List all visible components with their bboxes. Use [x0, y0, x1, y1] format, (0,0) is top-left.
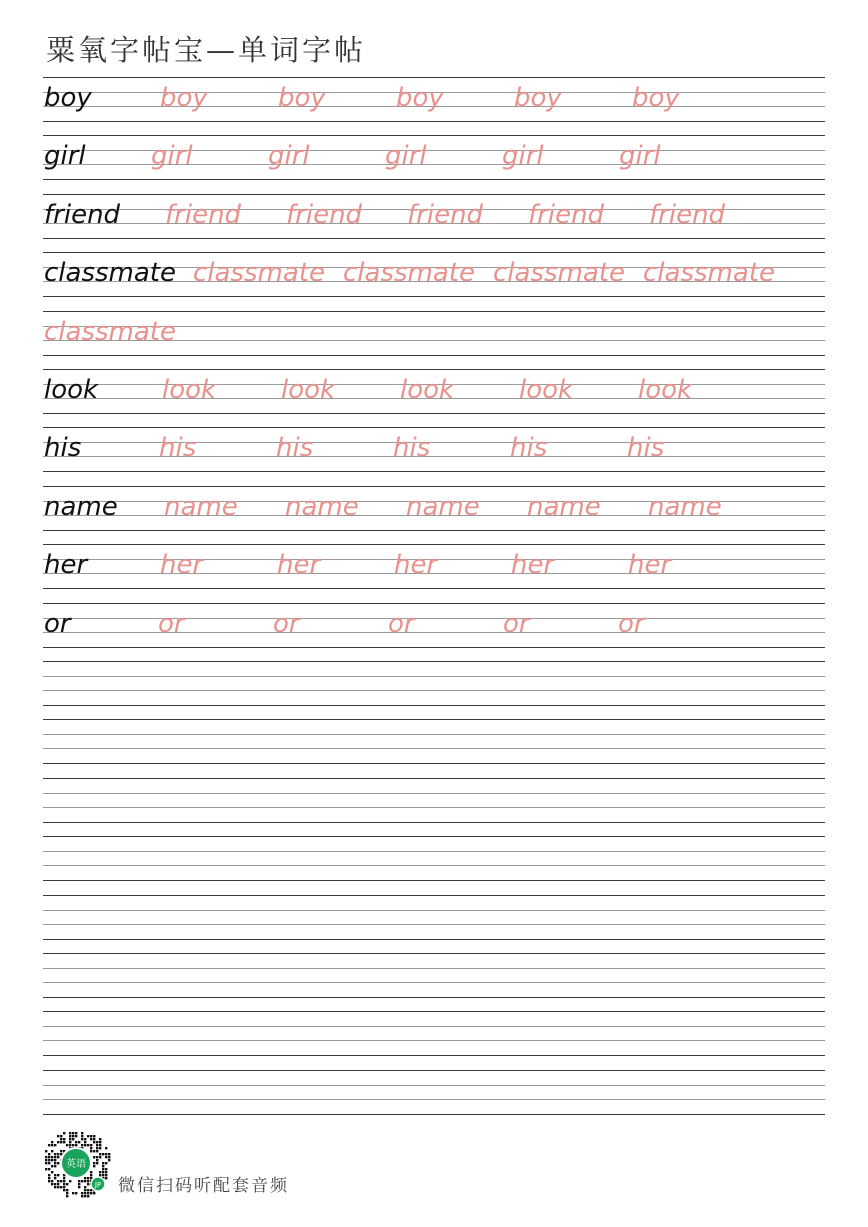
qr-module — [105, 1177, 107, 1179]
qr-module — [54, 1153, 56, 1155]
trace-word: or — [503, 608, 530, 639]
qr-module — [66, 1183, 68, 1185]
qr-module — [69, 1144, 71, 1146]
writing-row — [43, 544, 825, 588]
qr-module — [93, 1141, 95, 1143]
trace-word: look — [519, 375, 574, 405]
qr-module — [48, 1168, 50, 1170]
qr-module — [72, 1135, 74, 1137]
trace-word: his — [276, 433, 314, 464]
qr-module — [90, 1135, 92, 1137]
qr-module — [57, 1135, 59, 1137]
qr-module — [90, 1177, 92, 1179]
qr-module — [45, 1162, 47, 1164]
guide-line — [43, 851, 825, 852]
guide-line — [43, 1085, 825, 1086]
qr-module — [78, 1186, 80, 1188]
guide-line — [43, 953, 825, 954]
trace-word: girl — [268, 141, 310, 172]
writing-row — [43, 661, 825, 705]
guide-line — [43, 427, 825, 428]
writing-row — [43, 603, 825, 647]
qr-module — [48, 1144, 50, 1146]
qr-module — [96, 1144, 98, 1146]
trace-word: her — [160, 550, 204, 581]
qr-module — [72, 1144, 74, 1146]
trace-word: name — [164, 491, 238, 522]
writing-sheet — [43, 77, 825, 1117]
qr-module — [96, 1147, 98, 1149]
guide-line — [43, 1070, 825, 1071]
qr-module — [57, 1162, 59, 1164]
trace-word: her — [511, 550, 555, 581]
trace-word: friend — [649, 199, 726, 230]
qr-module — [51, 1141, 53, 1143]
writing-row — [43, 1070, 825, 1114]
qr-module — [108, 1156, 110, 1158]
baseline — [43, 807, 825, 808]
writing-row — [43, 311, 825, 355]
qr-module — [54, 1165, 56, 1167]
guide-line — [43, 793, 825, 794]
guide-line — [43, 77, 825, 78]
trace-word: look — [162, 375, 217, 405]
guide-line — [43, 544, 825, 545]
trace-word: classmate — [193, 258, 325, 289]
qr-module — [48, 1180, 50, 1182]
qr-module — [90, 1144, 92, 1146]
trace-word: girl — [385, 141, 427, 172]
qr-module — [105, 1171, 107, 1173]
qr-module — [102, 1165, 104, 1167]
qr-module — [75, 1144, 77, 1146]
qr-module — [102, 1162, 104, 1164]
trace-word: boy — [160, 83, 208, 113]
qr-module — [90, 1147, 92, 1149]
qr-module — [96, 1156, 98, 1158]
guide-line — [43, 530, 825, 531]
qr-module — [57, 1183, 59, 1185]
trace-word: name — [527, 491, 601, 522]
qr-corner-label: JP — [94, 1181, 102, 1189]
trace-word: girl — [151, 141, 193, 172]
qr-module — [63, 1180, 65, 1182]
qr-module — [102, 1174, 104, 1176]
qr-module — [48, 1174, 50, 1176]
qr-module — [84, 1138, 86, 1140]
trace-word: his — [627, 433, 665, 464]
qr-module — [48, 1159, 50, 1161]
qr-module — [99, 1141, 101, 1143]
writing-row — [43, 953, 825, 997]
guide-line — [43, 661, 825, 662]
qr-module — [84, 1144, 86, 1146]
qr-module — [48, 1162, 50, 1164]
qr-module — [99, 1174, 101, 1176]
baseline — [43, 982, 825, 983]
qr-module — [57, 1180, 59, 1182]
guide-line — [43, 734, 825, 735]
guide-line — [43, 910, 825, 911]
qr-module — [81, 1138, 83, 1140]
qr-module — [96, 1141, 98, 1143]
qr-module — [93, 1162, 95, 1164]
qr-module — [69, 1180, 71, 1182]
guide-line — [43, 603, 825, 604]
qr-module — [99, 1156, 101, 1158]
qr-module — [93, 1138, 95, 1140]
guide-line — [43, 413, 825, 414]
qr-module — [105, 1162, 107, 1164]
trace-word: friend — [528, 199, 605, 230]
qr-module — [75, 1141, 77, 1143]
guide-line — [43, 1055, 825, 1056]
qr-module — [84, 1195, 86, 1197]
writing-row — [43, 252, 825, 296]
qr-module — [60, 1141, 62, 1143]
qr-module — [99, 1153, 101, 1155]
qr-module — [66, 1189, 68, 1191]
qr-module — [63, 1189, 65, 1191]
trace-word: classmate — [643, 258, 775, 289]
qr-module — [105, 1147, 107, 1149]
guide-line — [43, 179, 825, 180]
guide-line — [43, 1026, 825, 1027]
qr-code-icon[interactable] — [40, 1127, 112, 1199]
qr-module — [48, 1177, 50, 1179]
guide-line — [43, 135, 825, 136]
guide-line — [43, 1114, 825, 1115]
guide-line — [43, 880, 825, 881]
baseline — [43, 865, 825, 866]
qr-module — [54, 1183, 56, 1185]
qr-module — [93, 1192, 95, 1194]
qr-module — [51, 1183, 53, 1185]
qr-module — [60, 1186, 62, 1188]
guide-line — [43, 588, 825, 589]
qr-module — [81, 1195, 83, 1197]
qr-module — [54, 1162, 56, 1164]
qr-module — [81, 1180, 83, 1182]
qr-module — [90, 1189, 92, 1191]
model-word: girl — [44, 141, 86, 172]
guide-line — [43, 763, 825, 764]
trace-word: classmate — [493, 258, 625, 289]
guide-line — [43, 355, 825, 356]
baseline — [43, 1040, 825, 1041]
guide-line — [43, 238, 825, 239]
qr-module — [84, 1192, 86, 1194]
guide-line — [43, 311, 825, 312]
qr-module — [60, 1135, 62, 1137]
qr-module — [66, 1144, 68, 1146]
qr-module — [96, 1150, 98, 1152]
trace-word: classmate — [343, 258, 475, 289]
qr-module — [54, 1156, 56, 1158]
qr-module — [90, 1174, 92, 1176]
model-word: her — [44, 550, 88, 581]
writing-row — [43, 778, 825, 822]
qr-module — [66, 1195, 68, 1197]
baseline — [43, 924, 825, 925]
trace-word: her — [628, 550, 672, 581]
qr-module — [69, 1141, 71, 1143]
qr-module — [105, 1168, 107, 1170]
qr-module — [63, 1177, 65, 1179]
trace-word: friend — [286, 199, 363, 230]
qr-module — [81, 1135, 83, 1137]
qr-module — [63, 1141, 65, 1143]
guide-line — [43, 822, 825, 823]
qr-module — [72, 1138, 74, 1140]
qr-module — [45, 1159, 47, 1161]
qr-module — [75, 1192, 77, 1194]
qr-module — [51, 1180, 53, 1182]
qr-module — [87, 1144, 89, 1146]
qr-module — [84, 1180, 86, 1182]
guide-line — [43, 121, 825, 122]
guide-line — [43, 778, 825, 779]
qr-module — [99, 1144, 101, 1146]
qr-module — [69, 1135, 71, 1137]
qr-module — [105, 1174, 107, 1176]
qr-module — [105, 1153, 107, 1155]
qr-module — [93, 1135, 95, 1137]
qr-module — [60, 1138, 62, 1140]
trace-word: her — [394, 550, 438, 581]
trace-word: or — [388, 608, 415, 639]
qr-module — [51, 1156, 53, 1158]
qr-module — [45, 1156, 47, 1158]
qr-module — [60, 1153, 62, 1155]
baseline — [43, 690, 825, 691]
qr-module — [78, 1183, 80, 1185]
guide-line — [43, 705, 825, 706]
qr-module — [51, 1150, 53, 1152]
qr-module — [45, 1168, 47, 1170]
qr-module — [48, 1156, 50, 1158]
qr-module — [57, 1153, 59, 1155]
guide-line — [43, 194, 825, 195]
qr-module — [87, 1195, 89, 1197]
trace-word: her — [277, 550, 321, 581]
trace-word: friend — [165, 199, 242, 230]
qr-module — [102, 1168, 104, 1170]
qr-module — [63, 1186, 65, 1188]
guide-line — [43, 252, 825, 253]
trace-word: name — [406, 491, 480, 522]
qr-module — [51, 1165, 53, 1167]
qr-module — [105, 1156, 107, 1158]
qr-module — [87, 1183, 89, 1185]
writing-row — [43, 135, 825, 179]
footer — [40, 1127, 340, 1197]
qr-module — [84, 1141, 86, 1143]
guide-line — [43, 836, 825, 837]
qr-module — [108, 1159, 110, 1161]
qr-module — [54, 1186, 56, 1188]
trace-word: or — [158, 608, 185, 639]
page-title: 粟氧字帖宝—单词字帖 — [46, 33, 367, 67]
guide-line — [43, 486, 825, 487]
guide-line — [43, 296, 825, 297]
trace-word: girl — [619, 141, 661, 172]
trace-word: name — [285, 491, 359, 522]
qr-module — [93, 1156, 95, 1158]
writing-row — [43, 427, 825, 471]
qr-module — [78, 1141, 80, 1143]
qr-module — [81, 1144, 83, 1146]
qr-module — [54, 1177, 56, 1179]
qr-module — [69, 1138, 71, 1140]
qr-module — [63, 1138, 65, 1140]
guide-line — [43, 1011, 825, 1012]
qr-module — [87, 1189, 89, 1191]
writing-row — [43, 895, 825, 939]
qr-module — [84, 1189, 86, 1191]
qr-module — [75, 1132, 77, 1134]
qr-module — [87, 1192, 89, 1194]
qr-module — [99, 1147, 101, 1149]
qr-module — [57, 1186, 59, 1188]
model-word: or — [44, 608, 71, 639]
guide-line — [43, 968, 825, 969]
guide-line — [43, 997, 825, 998]
qr-module — [57, 1141, 59, 1143]
qr-module — [57, 1156, 59, 1158]
qr-module — [90, 1138, 92, 1140]
qr-module — [51, 1171, 53, 1173]
qr-module — [54, 1159, 56, 1161]
qr-module — [84, 1186, 86, 1188]
qr-module — [66, 1192, 68, 1194]
qr-module — [99, 1171, 101, 1173]
qr-module — [60, 1150, 62, 1152]
trace-word: friend — [407, 199, 484, 230]
writing-row — [43, 194, 825, 238]
trace-word: his — [159, 433, 197, 464]
model-word: his — [44, 433, 82, 464]
trace-word: classmate — [44, 316, 176, 347]
trace-word: look — [281, 375, 336, 405]
writing-row — [43, 486, 825, 530]
qr-module — [87, 1177, 89, 1179]
qr-module — [87, 1180, 89, 1182]
baseline — [43, 748, 825, 749]
qr-module — [72, 1192, 74, 1194]
trace-word: look — [400, 375, 455, 405]
qr-module — [63, 1132, 65, 1134]
trace-word: girl — [502, 141, 544, 172]
qr-module — [72, 1132, 74, 1134]
guide-line — [43, 647, 825, 648]
trace-word: boy — [278, 83, 326, 113]
qr-module — [87, 1135, 89, 1137]
qr-module — [51, 1159, 53, 1161]
trace-word: boy — [632, 83, 680, 113]
qr-module — [57, 1174, 59, 1176]
trace-word: or — [618, 608, 645, 639]
guide-line — [43, 471, 825, 472]
qr-module — [108, 1153, 110, 1155]
qr-badge-label: 英语 — [66, 1159, 86, 1170]
model-word: boy — [44, 83, 92, 113]
qr-module — [81, 1192, 83, 1194]
trace-word: his — [393, 433, 431, 464]
writing-row — [43, 369, 825, 413]
model-word: classmate — [44, 258, 176, 289]
trace-word: his — [510, 433, 548, 464]
qr-module — [75, 1135, 77, 1137]
qr-module — [102, 1171, 104, 1173]
guide-line — [43, 939, 825, 940]
qr-module — [54, 1174, 56, 1176]
trace-word: boy — [514, 83, 562, 113]
qr-module — [96, 1162, 98, 1164]
model-word: friend — [44, 199, 121, 230]
qr-module — [102, 1153, 104, 1155]
qr-module — [93, 1150, 95, 1152]
qr-module — [78, 1180, 80, 1182]
trace-word: look — [638, 375, 693, 405]
writing-row — [43, 1011, 825, 1055]
writing-row — [43, 836, 825, 880]
baseline — [43, 1099, 825, 1100]
qr-module — [45, 1150, 47, 1152]
model-word: look — [44, 375, 99, 405]
qr-module — [81, 1132, 83, 1134]
qr-module — [90, 1171, 92, 1173]
model-word: name — [44, 491, 118, 522]
writing-row — [43, 719, 825, 763]
qr-module — [96, 1159, 98, 1161]
qr-module — [99, 1138, 101, 1140]
trace-word: or — [273, 608, 300, 639]
trace-word: boy — [396, 83, 444, 113]
writing-row — [43, 77, 825, 121]
guide-line — [43, 676, 825, 677]
qr-module — [48, 1153, 50, 1155]
trace-word: name — [648, 491, 722, 522]
qr-module — [60, 1180, 62, 1182]
qr-module — [54, 1144, 56, 1146]
qr-module — [63, 1183, 65, 1185]
qr-module — [90, 1192, 92, 1194]
qr-module — [51, 1144, 53, 1146]
qr-module — [69, 1132, 71, 1134]
guide-line — [43, 719, 825, 720]
qr-module — [93, 1165, 95, 1167]
guide-line — [43, 369, 825, 370]
qr-module — [90, 1150, 92, 1152]
footer-caption: 微信扫码听配套音频 — [118, 1176, 289, 1196]
qr-module — [84, 1177, 86, 1179]
guide-line — [43, 895, 825, 896]
